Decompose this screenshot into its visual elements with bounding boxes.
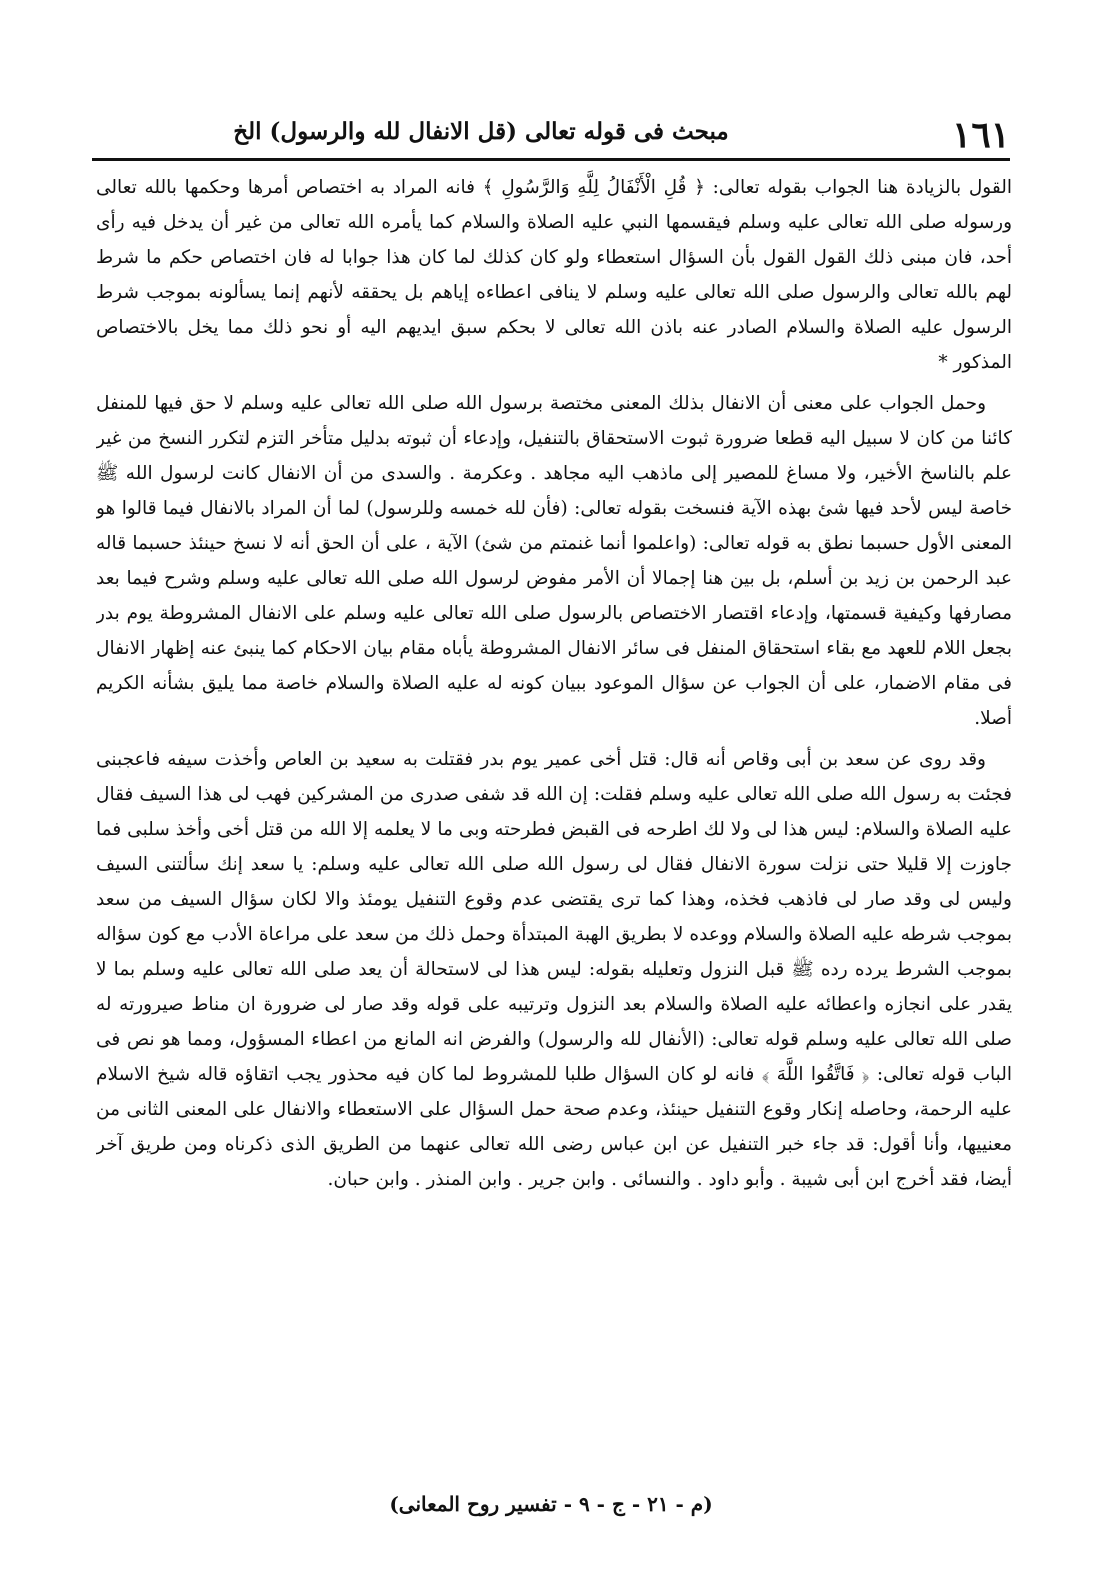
main-text bbox=[96, 170, 1012, 1470]
paragraph: وقد روى عن سعد بن أبى وقاص أنه قال: قتل أخى عمير يوم بدر فقتلت به سعيد بن العاص وأخذت سيفه فاعجبنى فجئت به رسول الله صلى الله تعالى عليه وسلم فقلت: إن الله قد شفى صدرى من المشركين فهب لى هذا السيف فقال عليه الصلاة والسلام: ليس هذا لى ولا لك اطرحه فى القبض فطرحته وبى ما لا يعلمه إلا الله من قتل أخى وأخذ سلبى فما جاوزت إلا قليلا حتى نزلت سورة الانفال فقال لى رسول الله صلى الله تعالى عليه وسلم: يا سعد إنك سألتنى السيف وليس لى وقد صار لى فاذهب فخذه، وهذا كما ترى يقتضى عدم وقوع التنفيل يومئذ والا لكان سؤال السيف من سعد بموجب شرطه عليه الصلاة والسلام ووعده لا بطريق الهبة المبتدأة وحمل ذلك من سعد على مراعاة الأدب مع كون سؤاله بموجب الشرط يرده رده ﷺ قبل النزول وتعليله بقوله: ليس هذا لى لاستحالة أن يعد صلى الله تعالى عليه وسلم بما لا يقدر على انجازه واعطائه عليه الصلاة والسلام بعد النزول وترتيبه على قوله وقد صار لى ضرورة ان مناط صيرورته له صلى الله تعالى عليه وسلم قوله تعالى: (الأنفال لله والرسول) والفرض انه المانع من اعطاء المسؤول، ومما هو نص فى الباب قوله تعالى: ﴿ فَاتَّقُوا اللَّهَ ﴾ فانه لو كان السؤال طلبا للمشروط لما كان فيه محذور يجب اتقاؤه قاله شيخ الاسلام عليه الرحمة، وحاصله إنكار وقوع التنفيل حينئذ، وعدم صحة حمل السؤال على الاستعطاء والانفال على المعنى الثانى من معنييها، وأنا أقول: قد جاء خبر التنفيل عن ابن عباس رضى الله تعالى عنهما من الطريق الذى ذكرناه ومن طريق آخر أيضا، فقد أخرج ابن أبى شيبة . وأبو داود . والنسائى . وابن جرير . وابن المنذر . وابن حبان. bbox=[96, 749, 1012, 1190]
signature-line: (م - ٢١ - ج - ٩ - تفسير روح المعانى) bbox=[389, 1492, 713, 1516]
page-number: ١٦١ bbox=[951, 114, 1010, 156]
running-title: مبحث فى قوله تعالى (قل الانفال لله والرسول) الخ bbox=[233, 118, 729, 145]
header-divider bbox=[92, 158, 1010, 161]
paragraph: القول بالزيادة هنا الجواب بقوله تعالى: ﴿ قُلِ الْأَنْفَالُ لِلَّهِ وَالرَّسُولِ ﴾ فانه المراد به اختصاص أمرها وحكمها بالله تعالى ورسوله صلى الله تعالى عليه وسلم فيقسمها النبي عليه الصلاة والسلام كما يأمره الله تعالى من غير أن يدخل فيه رأى أحد، فان مبنى ذلك القول القول بأن السؤال استعطاء ولو كان كذلك لما كان هذا جوابا له فان اختصاص حكم ما شرط لهم بالله تعالى والرسول صلى الله تعالى عليه وسلم لا ينافى اعطاءه إياهم بل يحققه لأنهم إنما يسألونه بموجب شرط الرسول عليه الصلاة والسلام الصادر عنه باذن الله تعالى لا بحكم سبق ايديهم اليه أو نحو ذلك مما يخل بالاختصاص المذكور * bbox=[96, 177, 1012, 373]
paragraph: وحمل الجواب على معنى أن الانفال بذلك المعنى مختصة برسول الله صلى الله تعالى عليه وسلم لا حق فيها للمنفل كائنا من كان لا سبيل اليه قطعا ضرورة ثبوت الاستحقاق بالتنفيل، وإدعاء أن ثبوته بدليل متأخر التزم لتكرر النسخ من غير علم بالناسخ الأخير، ولا مساغ للمصير إلى ماذهب اليه مجاهد . وعكرمة . والسدى من أن الانفال كانت لرسول الله ﷺ خاصة ليس لأحد فيها شئ بهذه الآية فنسخت بقوله تعالى: (فأن لله خمسه وللرسول) لما أن المراد بالانفال فيما قالوا هو المعنى الأول حسبما نطق به قوله تعالى: (واعلموا أنما غنمتم من شئ) الآية ، على أن الحق أنه لا نسخ حينئذ حسبما قاله عبد الرحمن بن زيد بن أسلم، بل بين هنا إجمالا أن الأمر مفوض لرسول الله صلى الله تعالى عليه وسلم وشرح فيما بعد مصارفها وكيفية قسمتها، وإدعاء اقتصار الاختصاص بالرسول صلى الله تعالى عليه وسلم على الانفال المشروطة يوم بدر بجعل اللام للعهد مع بقاء استحقاق المنفل فى سائر الانفال المشروطة يأباه مقام بيان الاحكام كما ينبئ عنه إظهار الانفال فى مقام الاضمار، على أن الجواب عن سؤال الموعود ببيان كونه له عليه الصلاة والسلام خاصة مما يليق بشأنه الكريم أصلا. bbox=[96, 393, 1012, 729]
page-header bbox=[92, 112, 1010, 160]
